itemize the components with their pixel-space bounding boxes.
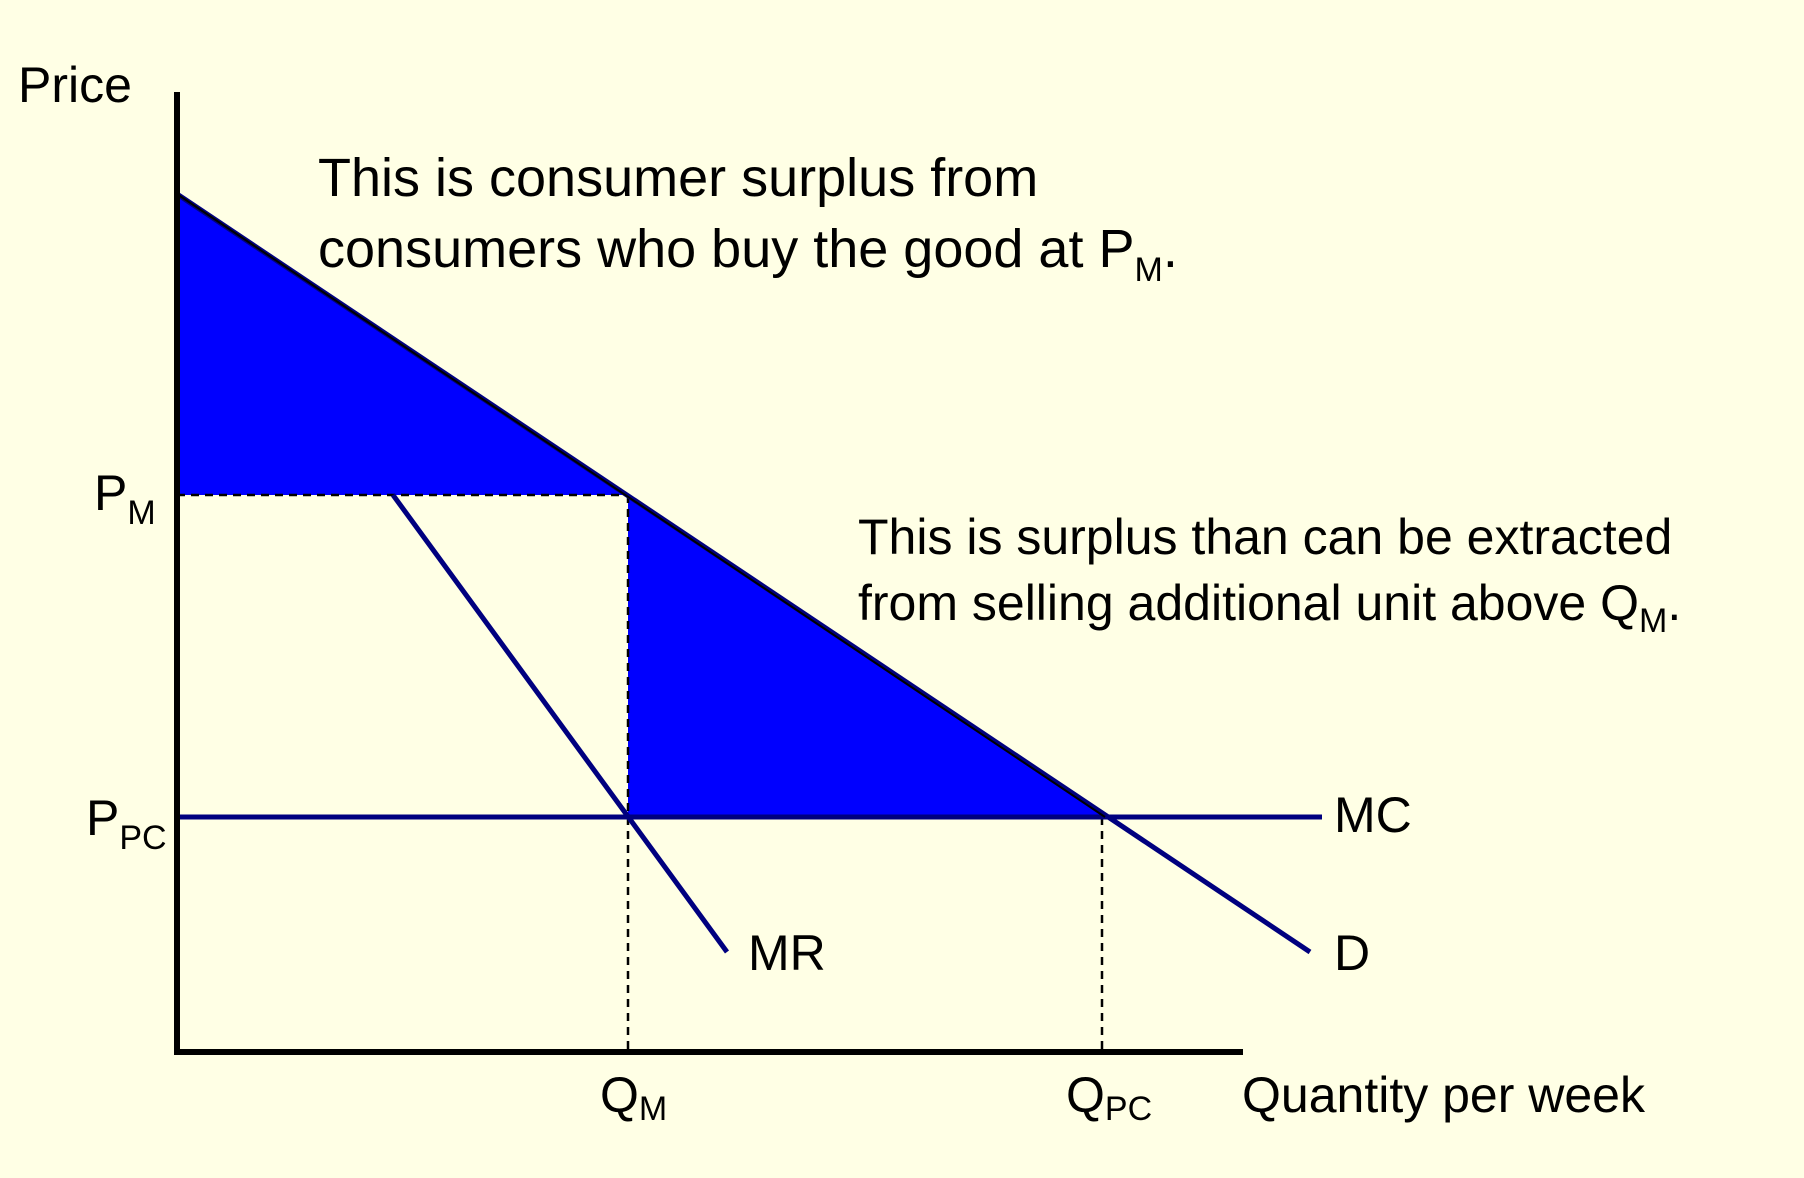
pm-label [94,465,156,532]
ppc-label-main: P [86,790,120,846]
mc-label: MC [1334,787,1412,843]
mr-label: MR [748,925,826,981]
pm-label-main: P [94,465,128,521]
qpc-label [1066,1067,1152,1128]
qm-label-main: Q [600,1067,639,1123]
consumer-surplus-note-end: . [1162,219,1178,279]
consumer-surplus-note-text: consumers who buy the good at P [318,219,1135,279]
x-axis-label: Quantity per week [1242,1067,1645,1123]
d-label: D [1334,925,1371,981]
qpc-label-main: Q [1066,1067,1105,1123]
y-axis-label: Price [18,57,132,113]
ppc-label-sub: PC [119,819,167,857]
extractable-surplus-note-sub: M [1639,602,1668,640]
qm-label-sub: M [638,1090,668,1128]
consumer-surplus-note-line2 [318,219,1178,289]
pm-label-sub: M [127,494,156,532]
qpc-label-sub: PC [1104,1090,1153,1128]
consumer-surplus-note-sub: M [1134,251,1163,289]
ppc-label [86,790,167,857]
extractable-surplus-note-text: from selling additional unit above Q [858,575,1640,631]
extractable-surplus-note-end: . [1667,575,1682,631]
extractable-surplus-note-line1: This is surplus than can be extracted [858,509,1673,565]
qm-label [600,1067,667,1128]
extractable-surplus-note-line2 [858,575,1681,640]
consumer-surplus-note-line1: This is consumer surplus from [318,148,1039,208]
